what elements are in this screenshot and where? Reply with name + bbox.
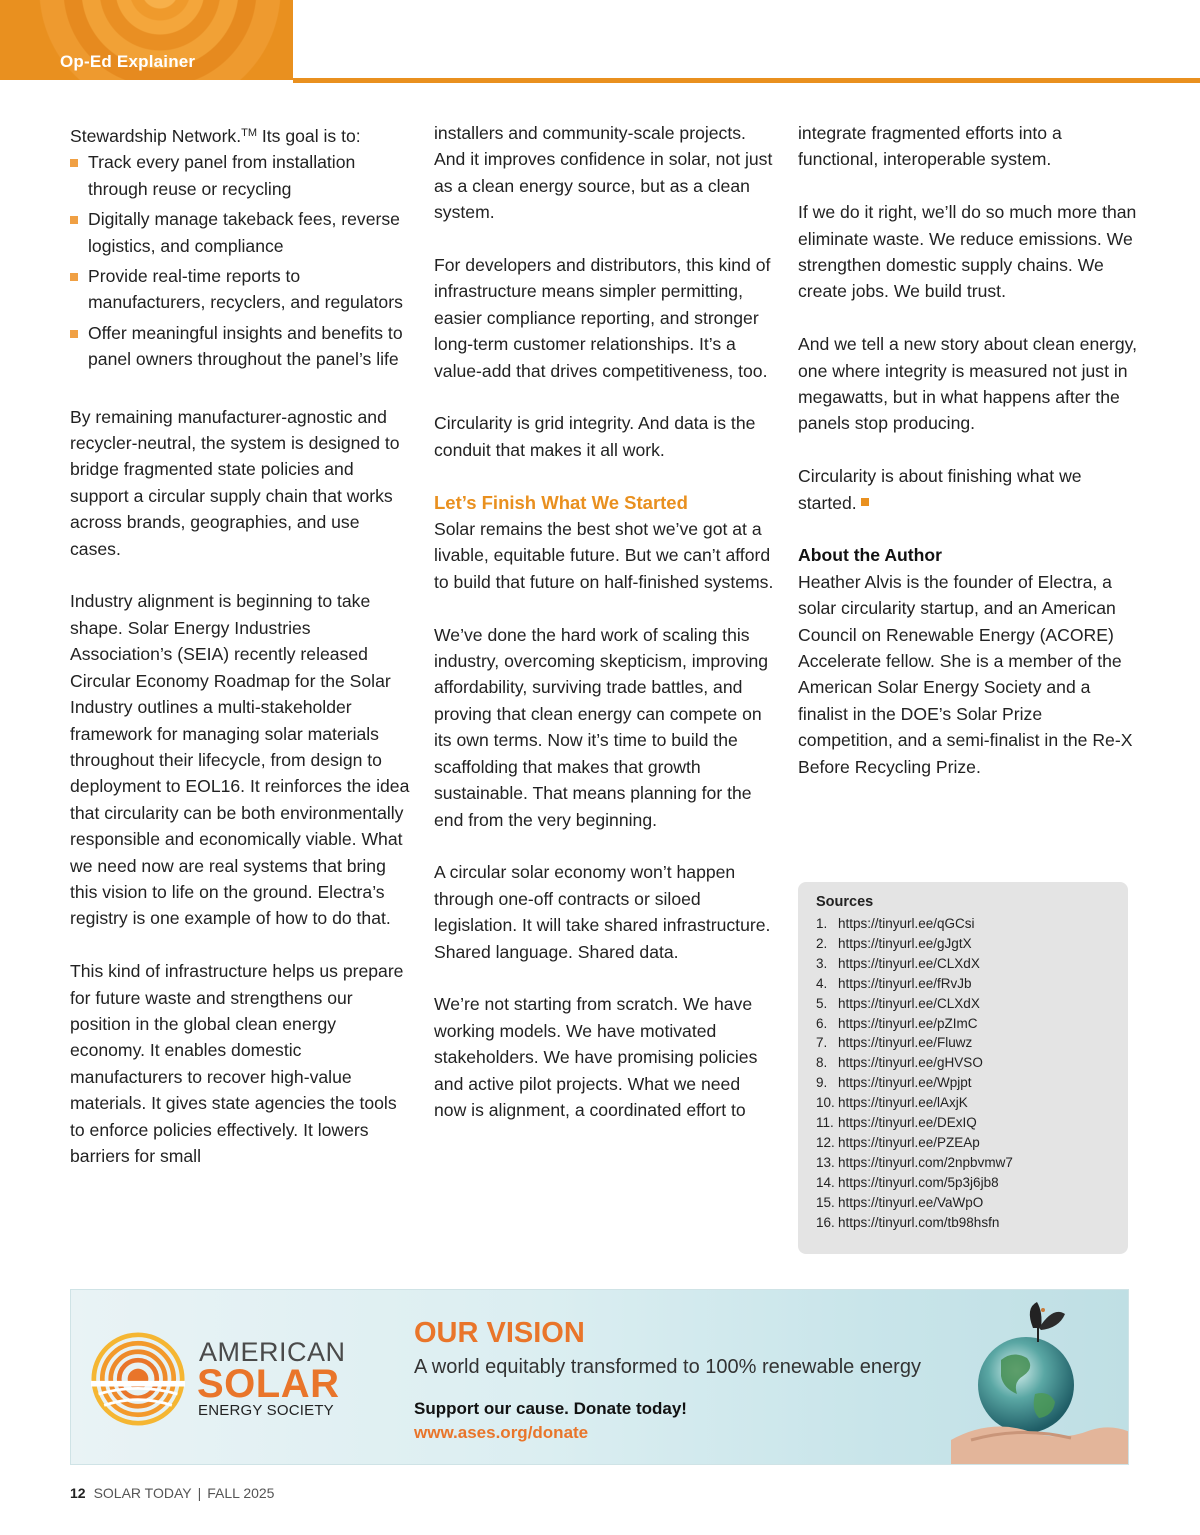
source-link[interactable]: https://tinyurl.ee/pZImC xyxy=(838,1015,978,1031)
paragraph: By remaining manufacturer-agnostic and recycler-neutral, the system is designed to bridge fragmented state policies and support a circular supply chain that works across brands, geographies, and use cases. xyxy=(70,406,400,559)
source-item[interactable]: 16. https://tinyurl.com/tb98hsfn xyxy=(816,1213,1110,1233)
ases-sun-logo-icon xyxy=(91,1332,185,1426)
author-bio: Heather Alvis is the founder of Electra, a solar circularity startup, and an American Council on Renewable Energy (ACORE) Accelerate fellow. She is a member of the American Solar Energy Society and a finalist in the DOE’s Solar Prize competition, and a semi-finalist in the Re-X Before Recycling Prize. xyxy=(798,571,1133,777)
logo-text-society: ENERGY SOCIETY xyxy=(198,1402,334,1419)
source-item[interactable]: 15. https://tinyurl.ee/VaWpO xyxy=(816,1193,1110,1213)
source-link[interactable]: https://tinyurl.ee/CLXdX xyxy=(838,995,980,1011)
source-link[interactable]: https://tinyurl.ee/lAxjK xyxy=(838,1095,968,1111)
footer-separator: | xyxy=(197,1485,202,1501)
source-item[interactable]: 2. https://tinyurl.ee/gJgtX xyxy=(816,934,1110,954)
source-item[interactable]: 13. https://tinyurl.com/2npbvmw7 xyxy=(816,1153,1110,1173)
paragraph: installers and community-scale projects. And it improves confidence in solar, not just as a clean energy source, but as a clean system. xyxy=(434,123,773,223)
paragraph: Solar remains the best shot we’ve got at a livable, equitable future. But we can’t afford to build that future on half-finished systems. xyxy=(434,519,774,592)
source-link[interactable]: https://tinyurl.ee/gJgtX xyxy=(838,935,972,951)
column-3 xyxy=(798,120,1138,806)
bullet-square-icon xyxy=(70,273,78,281)
section-subhead: Let’s Finish What We Started xyxy=(434,491,688,513)
source-link[interactable]: https://tinyurl.ee/CLXdX xyxy=(838,955,980,971)
source-item[interactable]: 1. https://tinyurl.ee/qGCsi xyxy=(816,914,1110,934)
paragraph: This kind of infrastructure helps us prepare for future waste and strengthens our position in the global clean energy economy. It enables domestic manufacturers to recover high-value materials. It gives state agencies the tools to enforce policies effectively. It lowers barriers for small xyxy=(70,961,404,1166)
paragraph: integrate fragmented efforts into a functional, interoperable system. xyxy=(798,123,1062,170)
bullet-square-icon xyxy=(70,159,78,167)
sources-box xyxy=(798,882,1128,1254)
intro-line: Stewardship Network.™ Its goal is to: xyxy=(70,126,361,146)
paragraph: We’re not starting from scratch. We have working models. We have motivated stakeholders. We have promising policies and active pilot projects. What we need now is alignment, a coordinated effort to xyxy=(434,994,758,1120)
end-mark-icon xyxy=(861,498,869,506)
source-item[interactable]: 5. https://tinyurl.ee/CLXdX xyxy=(816,994,1110,1014)
vision-statement: A world equitably transformed to 100% renewable energy xyxy=(414,1356,921,1378)
paragraph: A circular solar economy won’t happen through one-off contracts or siloed legislation. It will take shared infrastructure. Shared language. Shared data. xyxy=(434,862,771,962)
bullet-square-icon xyxy=(70,330,78,338)
source-link[interactable]: https://tinyurl.ee/DExIQ xyxy=(838,1115,977,1131)
page-number: 12 xyxy=(70,1485,86,1501)
closing-paragraph: Circularity is about finishing what we started. xyxy=(798,466,1082,513)
paragraph: For developers and distributors, this kind of infrastructure means simpler permitting, easier compliance reporting, and stronger long-term customer relationships. It’s a value-add that drives competitiveness, too. xyxy=(434,255,771,381)
list-item: Provide real-time reports to manufacturers, recyclers, and regulators xyxy=(70,263,410,316)
list-item: Track every panel from installation through reuse or recycling xyxy=(70,149,410,202)
paragraph: And we tell a new story about clean energy, one where integrity is measured not just in megawatts, but in what happens after the panels stop producing. xyxy=(798,334,1138,434)
paragraph: Industry alignment is beginning to take shape. Solar Energy Industries Association’s (SEIA) recently released Circular Economy Roadmap for the Solar Industry outlines a multi-stakeholder framework for managing solar materials throughout their lifecycle, from design to deployment to EOL16. It reinforces the idea that circularity can be both environmentally responsible and economically viable. What we need now are real systems that bring this vision to life on the ground. Electra’s registry is one example of how to do that. xyxy=(70,591,410,929)
source-link[interactable]: https://tinyurl.com/tb98hsfn xyxy=(838,1214,1000,1230)
source-item[interactable]: 11. https://tinyurl.ee/DExIQ xyxy=(816,1113,1110,1133)
trademark-sup: TM xyxy=(241,127,258,139)
source-item[interactable]: 14. https://tinyurl.com/5p3j6jb8 xyxy=(816,1173,1110,1193)
vision-title: OUR VISION xyxy=(414,1317,585,1349)
list-item: Digitally manage takeback fees, reverse logistics, and compliance xyxy=(70,206,410,259)
source-item[interactable]: 9. https://tinyurl.ee/Wpjpt xyxy=(816,1073,1110,1093)
source-link[interactable]: https://tinyurl.com/2npbvmw7 xyxy=(838,1154,1013,1170)
donate-link[interactable]: www.ases.org/donate xyxy=(414,1423,589,1442)
column-2 xyxy=(434,120,774,1150)
bullet-square-icon xyxy=(70,216,78,224)
logo-text-solar: SOLAR xyxy=(197,1362,340,1406)
source-link[interactable]: https://tinyurl.com/5p3j6jb8 xyxy=(838,1174,999,1190)
logo-text-american: AMERICAN xyxy=(199,1337,346,1367)
support-cta: Support our cause. Donate today! xyxy=(414,1399,687,1418)
source-item[interactable]: 6. https://tinyurl.ee/pZImC xyxy=(816,1014,1110,1034)
author-heading: About the Author xyxy=(798,545,942,566)
ases-banner-ad[interactable] xyxy=(70,1289,1129,1465)
header-rule xyxy=(293,78,1200,83)
source-item[interactable]: 12. https://tinyurl.ee/PZEAp xyxy=(816,1133,1110,1153)
source-link[interactable]: https://tinyurl.ee/Fluwz xyxy=(838,1035,973,1051)
globe-in-hand-icon xyxy=(931,1290,1129,1465)
source-link[interactable]: https://tinyurl.ee/PZEAp xyxy=(838,1134,980,1150)
goals-list xyxy=(70,149,410,372)
source-link[interactable]: https://tinyurl.ee/gHVSO xyxy=(838,1055,983,1071)
column-1 xyxy=(70,120,410,1196)
section-label: Op-Ed Explainer xyxy=(60,52,196,71)
sources-list xyxy=(816,914,1110,1233)
page-footer xyxy=(70,1485,274,1501)
publication-name: SOLAR TODAY xyxy=(93,1485,192,1501)
paragraph: We’ve done the hard work of scaling this industry, overcoming skepticism, improving affordability, surviving trade battles, and proving that clean energy can compete on its own terms. Now it’s time to build the scaffolding that makes that growth sustainable. That means planning for the end from the very beginning. xyxy=(434,624,769,830)
source-item[interactable]: 7. https://tinyurl.ee/Fluwz xyxy=(816,1033,1110,1053)
source-link[interactable]: https://tinyurl.ee/Wpjpt xyxy=(838,1075,972,1091)
source-link[interactable]: https://tinyurl.ee/qGCsi xyxy=(838,916,975,931)
source-item[interactable]: 8. https://tinyurl.ee/gHVSO xyxy=(816,1053,1110,1073)
source-link[interactable]: https://tinyurl.ee/VaWpO xyxy=(838,1194,984,1210)
source-item[interactable]: 3. https://tinyurl.ee/CLXdX xyxy=(816,954,1110,974)
paragraph: Circularity is grid integrity. And data is the conduit that makes it all work. xyxy=(434,413,756,460)
source-item[interactable]: 4. https://tinyurl.ee/fRvJb xyxy=(816,974,1110,994)
paragraph: If we do it right, we’ll do so much more than eliminate waste. We reduce emissions. We strengthen domestic supply chains. We create jobs. We build trust. xyxy=(798,202,1137,302)
source-link[interactable]: https://tinyurl.ee/fRvJb xyxy=(838,975,972,991)
sources-title: Sources xyxy=(816,894,874,910)
source-item[interactable]: 10. https://tinyurl.ee/lAxjK xyxy=(816,1093,1110,1113)
issue-label: FALL 2025 xyxy=(207,1485,275,1501)
list-item: Offer meaningful insights and benefits to panel owners throughout the panel’s life xyxy=(70,320,410,373)
